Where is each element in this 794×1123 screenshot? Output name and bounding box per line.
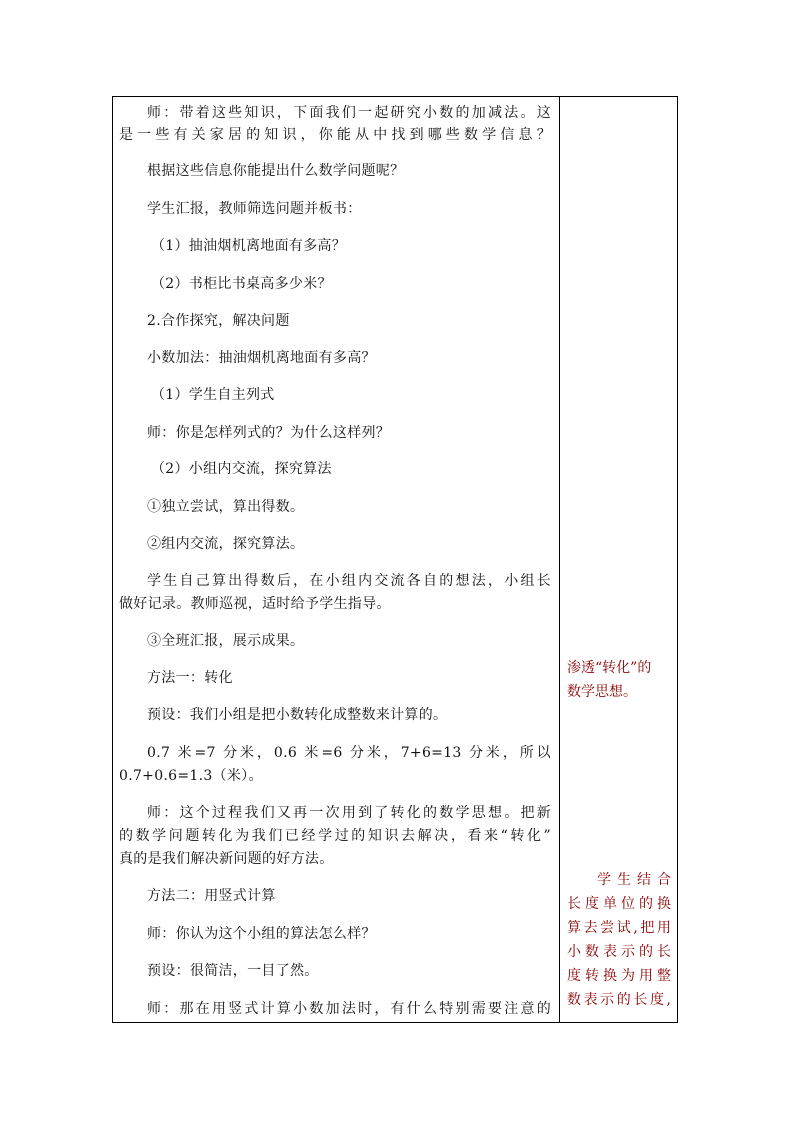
paragraph: 小数加法：抽油烟机离地面有多高？: [147, 350, 376, 366]
paragraph-line: 0.7+0.6=1.3（米）。: [119, 768, 263, 784]
paragraph: 学生汇报，教师筛选问题并板书：: [147, 201, 362, 217]
paragraph: （2）小组内交流，探究算法: [151, 461, 332, 477]
annotation-line: 算去尝试,把用: [567, 920, 671, 936]
paragraph-line: 真的是我们解决新问题的好方法。: [119, 851, 334, 867]
paragraph: 师：你认为这个小组的算法怎么样？: [147, 926, 376, 942]
paragraph: ②组内交流，探究算法。: [147, 536, 305, 552]
annotation-line: 小数表示的长: [567, 944, 671, 960]
paragraph-line: 做好记录。教师巡视，适时给予学生指导。: [119, 596, 391, 612]
design-intent-column: [560, 97, 677, 1022]
paragraph-line: 的数学问题转化为我们已经学过的知识去解决，看来“转化”: [119, 828, 551, 844]
lesson-table: [112, 96, 678, 1023]
paragraph: 方法一：转化: [147, 670, 233, 686]
paragraph-line: 学生自己算出得数后，在小组内交流各自的想法，小组长: [147, 573, 551, 589]
paragraph: ③全班汇报，展示成果。: [147, 633, 305, 649]
lesson-process-column: [113, 97, 559, 1022]
paragraph: ①独立尝试，算出得数。: [147, 499, 305, 515]
paragraph: （1）学生自主列式: [151, 387, 275, 403]
paragraph-line: 0.7 米=7 分米，0.6 米=6 分米，7+6=13 分米，所以: [147, 745, 551, 761]
paragraph: （2）书柜比书桌高多少米？: [151, 276, 332, 292]
paragraph: （1）抽油烟机离地面有多高？: [151, 238, 347, 254]
paragraph: 预设：很简洁，一目了然。: [147, 963, 319, 979]
paragraph-line: 师：这个过程我们又再一次用到了转化的数学思想。把新: [147, 805, 551, 821]
paragraph-line: 师：那在用竖式计算小数加法时，有什么特别需要注意的: [147, 1001, 551, 1017]
annotation-line: 渗透“转化”的: [567, 660, 652, 676]
paragraph-line: 是一些有关家居的知识，你能从中找到哪些数学信息？: [119, 127, 551, 143]
annotation-line: 数学思想。: [567, 684, 637, 700]
paragraph: 根据这些信息你能提出什么数学问题呢？: [147, 163, 405, 179]
section-heading: 2.合作探究，解决问题: [147, 313, 290, 329]
annotation-line: 长度单位的换: [567, 896, 671, 912]
paragraph-line: 师：带着这些知识，下面我们一起研究小数的加减法。这: [147, 105, 551, 121]
paragraph: 师：你是怎样列式的？为什么这样列？: [147, 425, 391, 441]
paragraph: 方法二：用竖式计算: [147, 888, 276, 904]
annotation-line: 度转换为用整: [567, 968, 671, 984]
annotation-line: 学生结合: [597, 872, 671, 888]
annotation-line: 数表示的长度,: [567, 992, 671, 1008]
paragraph: 预设：我们小组是把小数转化成整数来计算的。: [147, 707, 448, 723]
